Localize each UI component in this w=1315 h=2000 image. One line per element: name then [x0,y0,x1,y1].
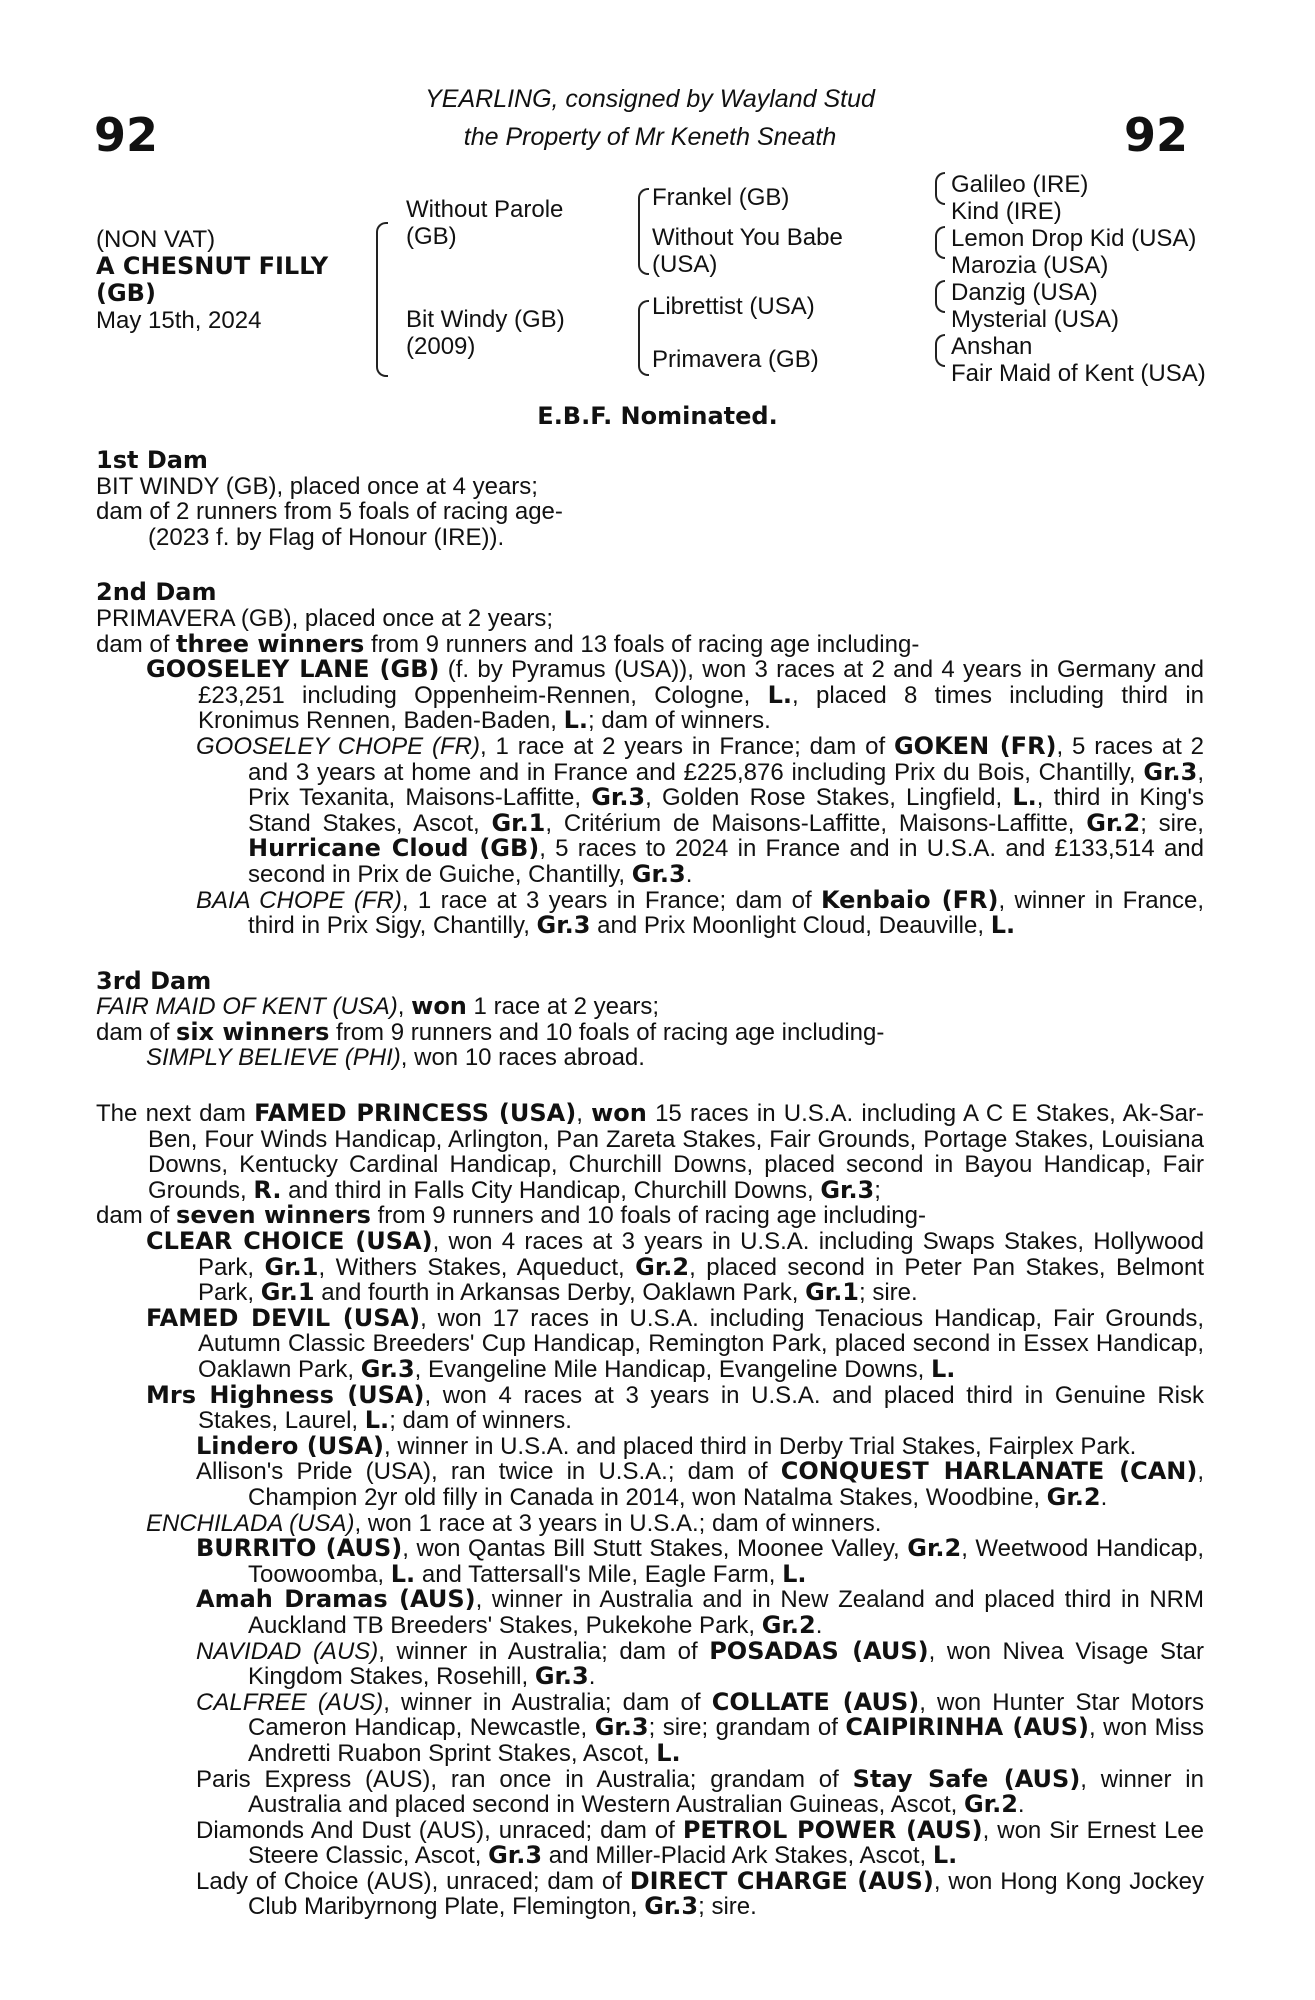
great-grandparents [951,171,1206,387]
t: FAIR MAID OF KENT (USA) [96,993,398,1021]
t: L. [782,1559,807,1588]
t: L. [364,1406,390,1435]
foaling-date: May 15th, 2024 [96,307,262,334]
sdd: Marozia (USA) [951,252,1109,279]
t: , Evangeline Mile Handicap, Evangeline Downs, [414,1356,931,1383]
t: , won Sir Ernest Lee Steere Classic, Ascot, [248,1816,1204,1870]
t: , won 4 races at 3 years in U.S.A. and placed third in Genuine Risk Stakes, Laurel, [198,1381,1204,1435]
t: COLLATE (AUS) [711,1687,920,1716]
t: , [576,1100,592,1128]
t: Gr.2 [761,1610,816,1639]
t: CAIPIRINHA (AUS) [845,1713,1089,1742]
t: won [411,992,467,1021]
t: BURRITO (AUS) [196,1534,403,1563]
sire-sire: Frankel (GB) [652,184,790,211]
sire [406,196,563,250]
bracket-ss-top [638,188,649,233]
t: L. [656,1738,681,1767]
header-line-1: YEARLING, consigned by Wayland Stud [425,85,875,113]
t: SIMPLY BELIEVE (PHI) [146,1044,401,1072]
t: and Miller-Placid Ark Stakes, Ascot, [542,1842,933,1870]
t: , winner in Australia; dam of [383,1688,712,1716]
t: Mrs Highness (USA) [146,1380,425,1409]
lot-number-left: 92 [94,108,159,162]
t: Gr.3 [488,1841,543,1870]
t: Gr.1 [260,1278,315,1307]
t: . [588,1663,596,1691]
t: , Critérium de Maisons-Laffitte, Maisons-Laffitte, [545,809,1087,837]
t: L. [930,1355,956,1383]
t: , winner in France, third in Prix Sigy, Chantilly, [248,886,1204,940]
t: The next dam [96,1100,255,1128]
bracket-sd-bottom [638,231,649,275]
produce-entry [96,1045,1204,1071]
t: and Tattersall's Mile, Eagle Farm, [415,1560,783,1588]
t: , won 10 races abroad. [400,1044,645,1072]
t: R. [253,1175,282,1204]
next-dam-entry [96,1101,1204,1203]
t: , winner in U.S.A. and placed third in Derby Trial Stakes, Fairplex Park. [384,1432,1137,1460]
t: , 5 races at 2 and 3 years at home and in France and £225,876 including Prix du Bois, Chantilly, [248,732,1204,786]
t: seven winners [176,1201,371,1230]
t: Gr.2 [1086,808,1141,837]
t: , won 4 races at 3 years in U.S.A. including Swaps Stakes, Hollywood Park, [198,1228,1205,1281]
t: , Prix Texanita, Maisons-Laffitte, [248,758,1204,812]
t: , Withers Stakes, Aqueduct, [318,1253,636,1281]
produce-entry [96,1380,1204,1435]
t: , Champion 2yr old filly in Canada in 2014, won Natalma Stakes, Woodbine, [248,1458,1204,1511]
t: and fourth in Arkansas Derby, Oaklawn Park, [314,1279,806,1307]
dam1-line: BIT WINDY (GB), placed once at 4 years; [96,472,538,500]
t: , winner in Australia; dam of [378,1637,710,1665]
t: , won 1 race at 3 years in U.S.A.; dam of winners. [354,1509,882,1537]
t: NAVIDAD (AUS) [196,1637,379,1665]
dam1-produce: (2023 f. by Flag of Honour (IRE)). [148,523,505,551]
dam-sire: Librettist (USA) [652,293,815,320]
bracket-dsd-bottom [935,296,945,313]
dam2-line [96,629,1204,658]
t: L. [390,1559,416,1588]
t: PETROL POWER (AUS) [682,1815,983,1844]
dss: Danzig (USA) [951,279,1098,306]
t: , 5 races to 2024 in France and in U.S.A. and £133,514 and second in Prix de Guiche, Chantilly, [248,835,1205,888]
t: L. [767,680,792,709]
next-dam-section [96,1101,1204,1920]
horse-name: A CHESNUT FILLY [96,252,329,280]
t: L. [990,911,1016,940]
produce-entry [96,1511,1204,1537]
t: Gr.3 [360,1355,415,1383]
dam3-line [96,1017,1204,1046]
t: , won Miss Andretti Ruabon Sprint Stakes, Ascot, [248,1714,1205,1767]
t: ; sire, [1140,809,1204,837]
t: , won Qantas Bill Stutt Stakes, Moonee Valley, [402,1535,908,1563]
produce-entry [96,1687,1205,1767]
t: , placed 8 times including third in Kronimus Rennen, Baden-Baden, [198,681,1204,735]
dam2-line: PRIMAVERA (GB), placed once at 2 years; [96,604,554,632]
t: ENCHILADA (USA) [146,1509,355,1537]
consignor-header [400,80,900,156]
t: , [397,993,412,1021]
dam3-line [96,994,1204,1020]
t: GOKEN (FR) [893,731,1057,760]
t: Gr.3 [644,1892,699,1921]
sire-dam-name: Without You Babe [652,224,843,251]
produce-entry [96,885,1204,940]
t: three winners [176,629,365,658]
t: Lady of Choice (AUS), unraced; dam of [196,1867,630,1895]
t: FAMED PRINCESS (USA) [254,1099,577,1128]
sire-name: Without Parole [406,196,564,223]
produce-entry [96,1815,1204,1870]
t: six winners [176,1017,330,1046]
t: Stay Safe (AUS) [852,1764,1081,1793]
t: dam of [96,1018,177,1046]
section-heading: 2nd Dam [96,578,217,607]
produce-entry [96,1431,1204,1460]
t: , winner in Australia and placed second in Western Australian Guineas, Ascot, [248,1765,1204,1819]
t: ; dam of winners. [389,1407,572,1435]
t: won [591,1099,647,1128]
t: ; sire. [698,1893,757,1921]
t: and third in Falls City Handicap, Churchill Downs, [281,1176,821,1204]
t: Gr.3 [536,911,591,940]
t: ; sire; grandam of [648,1714,846,1742]
t: dam of [96,630,177,658]
catalogue-body [96,448,1204,1920]
t: , won 17 races in U.S.A. including Tenacious Handicap, Fair Grounds, Autumn Classic Breeders' Cup Handicap, Remington Park, placed second in Essex Handicap, Oaklawn Park, [198,1304,1204,1383]
produce-entry [96,1459,1204,1510]
vat-status: (NON VAT) [96,226,216,253]
t: Gr.3 [534,1662,589,1691]
produce-entry [96,731,1205,888]
t: . [685,860,693,888]
t: Gr.1 [491,808,546,837]
sds: Lemon Drop Kid (USA) [951,225,1197,252]
dam-year: (2009) [406,333,476,360]
bracket-dd-bottom [638,338,649,376]
dam1-line: dam of 2 runners from 5 foals of racing age- [96,498,563,526]
t: 15 races in U.S.A. including A C E Stakes, Ak-Sar-Ben, Four Winds Handicap, Arlington, Pan Zareta Stakes, Fair Grounds, Portage Stakes, Louisiana Downs, Kentucky Cardinal Handicap, Churchill Downs, placed second in Bayou Handicap, Fair Grounds, [148,1100,1204,1204]
t: DIRECT CHARGE (AUS) [629,1866,934,1895]
produce-entry [96,1303,1204,1383]
t: Gr.3 [594,1713,649,1742]
t: Gr.1 [264,1252,319,1281]
produce-entry [96,1536,1204,1587]
t: Lindero (USA) [196,1431,385,1460]
produce-entry [96,1636,1204,1691]
bracket-sdd-bottom [935,242,945,259]
produce-entry [96,657,1204,734]
dds: Anshan [951,333,1033,360]
ddd: Fair Maid of Kent (USA) [951,360,1206,387]
t: L. [1012,783,1037,812]
produce-entry [96,1587,1204,1638]
t: Gr.2 [963,1790,1018,1819]
t: Gr.1 [805,1278,860,1307]
horse-name-country: (GB) [96,279,156,307]
dam-dam: Primavera (GB) [652,346,819,373]
t: Gr.2 [1046,1482,1101,1511]
t: ; dam of winners. [588,707,771,735]
dam [406,306,565,360]
t: Gr.3 [631,859,686,888]
produce-entry [96,1229,1204,1306]
bracket-dam-bottom [376,307,388,377]
third-dam-section [96,966,1204,1072]
bracket-ds-top [638,300,649,340]
t: Gr.2 [635,1252,690,1281]
t: L. [932,1841,958,1870]
bracket-sire-top [376,222,388,309]
sire-country: (GB) [406,223,457,250]
t: Allison's Pride (USA), ran twice in U.S.A.; dam of [196,1458,781,1486]
t: , 1 race at 2 years in France; dam of [479,732,894,760]
ssd: Kind (IRE) [951,198,1062,225]
lot-number-right: 92 [1124,108,1189,162]
t: GOOSELEY LANE (GB) [146,655,440,684]
header-line-2: the Property of Mr Keneth Sneath [463,123,837,151]
t: . [1100,1483,1108,1511]
t: , third in King's Stand Stakes, Ascot, [248,784,1204,837]
t: , won Nivea Visage Star Kingdom Stakes, Rosehill, [248,1637,1204,1691]
t: CLEAR CHOICE (USA) [146,1227,433,1256]
produce-entry [96,1866,1204,1921]
t: BAIA CHOPE (FR) [196,886,402,914]
t: Hurricane Cloud (GB) [248,834,540,863]
bracket-ddd-bottom [935,350,945,367]
t: from 9 runners and 10 foals of racing age including- [370,1202,926,1230]
sire-dam [652,224,843,278]
t: , won Hong Kong Jockey Club Maribyrnong Plate, Flemington, [248,1867,1204,1921]
t: (f. by Pyramus (USA)), won 3 races at 2 and 4 years in Germany and £23,251 including Oppenheim-Rennen, Cologne, [198,656,1204,709]
ebf-nominated: E.B.F. Nominated. [537,402,778,430]
t: dam of [96,1202,177,1230]
t: and Prix Moonlight Cloud, Deauville, [590,912,991,940]
t: , Golden Rose Stakes, Lingfield, [645,784,1013,812]
dam-name: Bit Windy (GB) [406,306,565,333]
t: 1 race at 2 years; [466,993,659,1021]
t: , Weetwood Handicap, Toowoomba, [248,1535,1205,1588]
t: L. [563,706,588,735]
t: GOOSELEY CHOPE (FR) [196,732,480,760]
t: , won Hunter Star Motors Cameron Handicap, Newcastle, [248,1688,1205,1742]
t: ; [874,1176,881,1204]
next-dam-line [96,1203,1204,1229]
t: Amah Dramas (AUS) [196,1585,476,1614]
section-heading: 1st Dam [96,446,208,474]
t: , winner in Australia and in New Zealand and placed third in NRM Auckland TB Breeders' Stakes, Pukekohe Park, [248,1586,1204,1639]
t: CALFREE (AUS) [196,1688,384,1716]
t: POSADAS (AUS) [709,1636,929,1665]
t: Gr.3 [820,1175,875,1204]
t: . [815,1611,823,1639]
produce-entry [96,1764,1204,1819]
dsd: Mysterial (USA) [951,306,1120,333]
t: from 9 runners and 10 foals of racing age including- [329,1018,885,1046]
t: ; sire. [859,1279,918,1307]
t: from 9 runners and 13 foals of racing age including- [364,630,920,658]
bracket-ssd-bottom [935,188,945,205]
second-dam-section [96,580,1204,938]
sss: Galileo (IRE) [951,171,1089,198]
t: Paris Express (AUS), ran once in Australia; grandam of [196,1765,853,1793]
section-heading: 3rd Dam [96,966,212,995]
first-dam-section [96,448,1204,550]
t: Gr.3 [1143,757,1198,786]
t: Diamonds And Dust (AUS), unraced; dam of [196,1816,683,1844]
t: . [1017,1791,1025,1819]
t: , placed second in Peter Pan Stakes, Belmont Park, [198,1253,1204,1307]
t: Gr.2 [907,1534,962,1563]
sire-dam-country: (USA) [652,251,718,278]
t: FAMED DEVIL (USA) [146,1303,421,1332]
t: CONQUEST HARLANATE (CAN) [780,1457,1198,1486]
t: Kenbaio (FR) [821,885,999,914]
t: , 1 race at 3 years in France; dam of [401,886,821,914]
subject-horse [96,226,328,334]
t: Gr.3 [591,783,646,812]
